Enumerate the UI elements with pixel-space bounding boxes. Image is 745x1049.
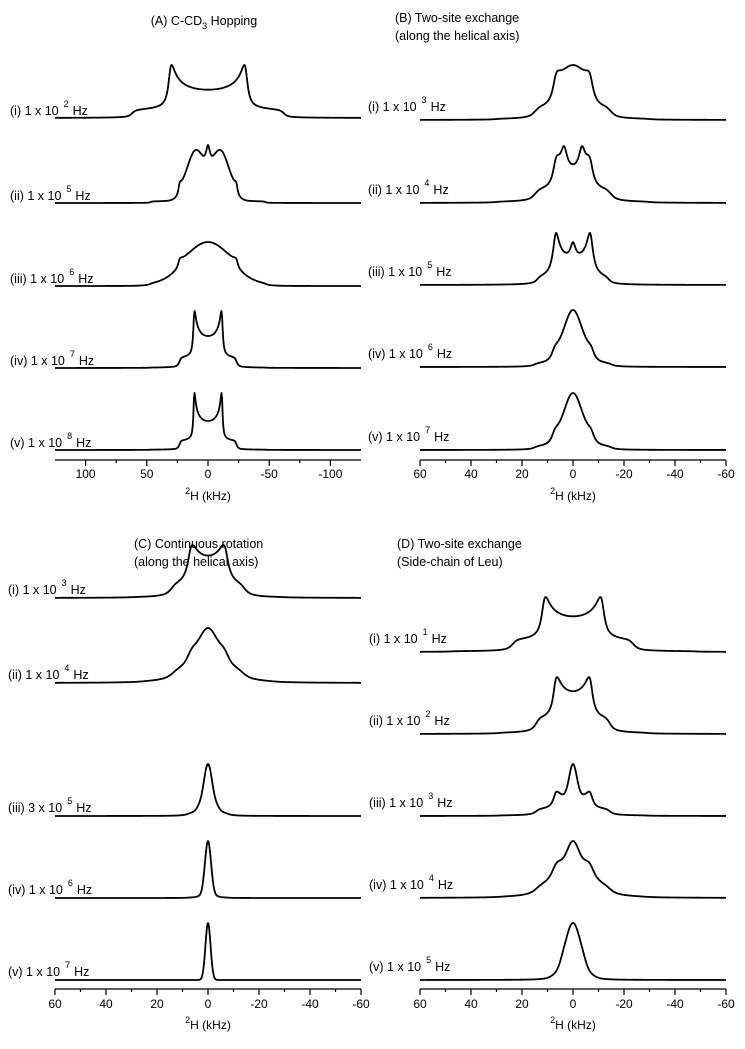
spectrum-line	[420, 310, 726, 367]
spectrum-line	[420, 65, 726, 120]
spectrum-line	[55, 65, 361, 118]
spectrum-line	[55, 841, 361, 898]
spectrum-label: (ii) 1 x 10 $^4$ Hz	[368, 178, 449, 197]
x-tick-label: -20	[615, 997, 633, 1011]
spectrum-line	[420, 393, 726, 450]
panel-title: (D) Two-site exchange	[397, 537, 522, 551]
spectrum-label: (v) 1 x 10 $^7$ Hz	[368, 425, 450, 444]
panel-subtitle: (Side-chain of Leu)	[397, 555, 503, 569]
spectrum-line	[55, 311, 361, 368]
panel-b	[368, 11, 735, 503]
spectrum-label: (iv) 1 x 10 $^7$ Hz	[10, 349, 95, 368]
x-tick-label: -100	[318, 467, 343, 481]
spectrum-label: (i) 1 x 10 $^3$ Hz	[368, 95, 446, 114]
x-tick-label: 0	[204, 467, 212, 481]
x-tick-label: 20	[150, 997, 164, 1011]
panel-a	[10, 14, 361, 503]
spectrum-line	[420, 923, 726, 980]
x-tick-label: -60	[352, 997, 370, 1011]
x-tick-label: 60	[413, 997, 427, 1011]
spectrum-label: (v) 1 x 10 $^8$ Hz	[10, 431, 92, 450]
spectrum-label: (iii) 1 x 10 $^3$ Hz	[369, 791, 453, 810]
spectrum-label: (ii) 1 x 10 $^2$ Hz	[369, 709, 450, 728]
x-axis-label: $^2$H (kHz)	[185, 1015, 231, 1032]
spectrum-line	[55, 545, 361, 598]
panel-subtitle: (along the helical axis)	[395, 29, 520, 43]
spectrum-label: (i) 1 x 10 $^2$ Hz	[10, 99, 88, 118]
spectrum-line	[55, 242, 361, 286]
x-tick-label: 40	[99, 997, 113, 1011]
spectrum-line	[420, 146, 726, 203]
spectrum-label: (iii) 1 x 10 $^6$ Hz	[10, 267, 94, 286]
x-tick-label: 0	[204, 997, 212, 1011]
spectrum-label: (i) 1 x 10 $^3$ Hz	[8, 578, 86, 597]
x-tick-label: 60	[48, 997, 62, 1011]
x-tick-label: 40	[464, 997, 478, 1011]
panel-subtitle: (along the helical axis)	[134, 555, 259, 569]
spectrum-line	[55, 923, 361, 980]
x-tick-label: -40	[301, 997, 319, 1011]
panel-title: (C) Continuous rotation	[134, 537, 264, 551]
x-tick-label: 60	[413, 467, 427, 481]
spectrum-label: (v) 1 x 10 $^5$ Hz	[369, 955, 451, 974]
x-tick-label: -40	[666, 997, 684, 1011]
spectrum-line	[420, 597, 726, 652]
x-axis-label: $^2$H (kHz)	[550, 1015, 596, 1032]
spectrum-label: (iv) 1 x 10 $^6$ Hz	[368, 342, 453, 361]
panel-c	[8, 537, 370, 1032]
x-tick-label: 40	[464, 467, 478, 481]
x-tick-label: -60	[717, 467, 735, 481]
spectrum-line	[55, 145, 361, 203]
spectrum-label: (iv) 1 x 10 $^6$ Hz	[8, 878, 93, 897]
x-tick-label: 100	[75, 467, 96, 481]
x-tick-label: -50	[260, 467, 278, 481]
panel-title: (A) $C-CD_3$ Hopping	[150, 14, 258, 31]
spectrum-label: (i) 1 x 10 $^1$ Hz	[369, 627, 447, 646]
spectrum-line	[55, 393, 361, 450]
spectrum-line	[420, 841, 726, 898]
spectrum-line	[55, 628, 361, 683]
spectrum-label: (v) 1 x 10 $^7$ Hz	[8, 960, 90, 979]
spectrum-label: (iv) 1 x 10 $^4$ Hz	[369, 873, 454, 892]
panel-title: (B) Two-site exchange	[395, 11, 520, 25]
spectrum-label: (iii) 3 x 10 $^5$ Hz	[8, 796, 92, 815]
spectrum-line	[420, 233, 726, 285]
x-tick-label: -60	[717, 997, 735, 1011]
x-axis-label: $^2$H (kHz)	[550, 486, 596, 503]
x-tick-label: 50	[140, 467, 154, 481]
x-tick-label: -40	[666, 467, 684, 481]
x-tick-label: 0	[569, 467, 577, 481]
spectrum-line	[420, 677, 726, 734]
x-axis-label: $^2$H (kHz)	[185, 486, 231, 503]
x-tick-label: -20	[250, 997, 268, 1011]
spectrum-label: (iii) 1 x 10 $^5$ Hz	[368, 260, 452, 279]
spectrum-label: (ii) 1 x 10 $^5$ Hz	[10, 184, 91, 203]
x-tick-label: -20	[615, 467, 633, 481]
x-tick-label: 0	[569, 997, 577, 1011]
spectrum-line	[420, 764, 726, 816]
spectrum-label: (ii) 1 x 10 $^4$ Hz	[8, 663, 89, 682]
panel-d	[369, 537, 735, 1032]
spectrum-line	[55, 764, 361, 816]
x-tick-label: 20	[515, 467, 529, 481]
x-tick-label: 20	[515, 997, 529, 1011]
